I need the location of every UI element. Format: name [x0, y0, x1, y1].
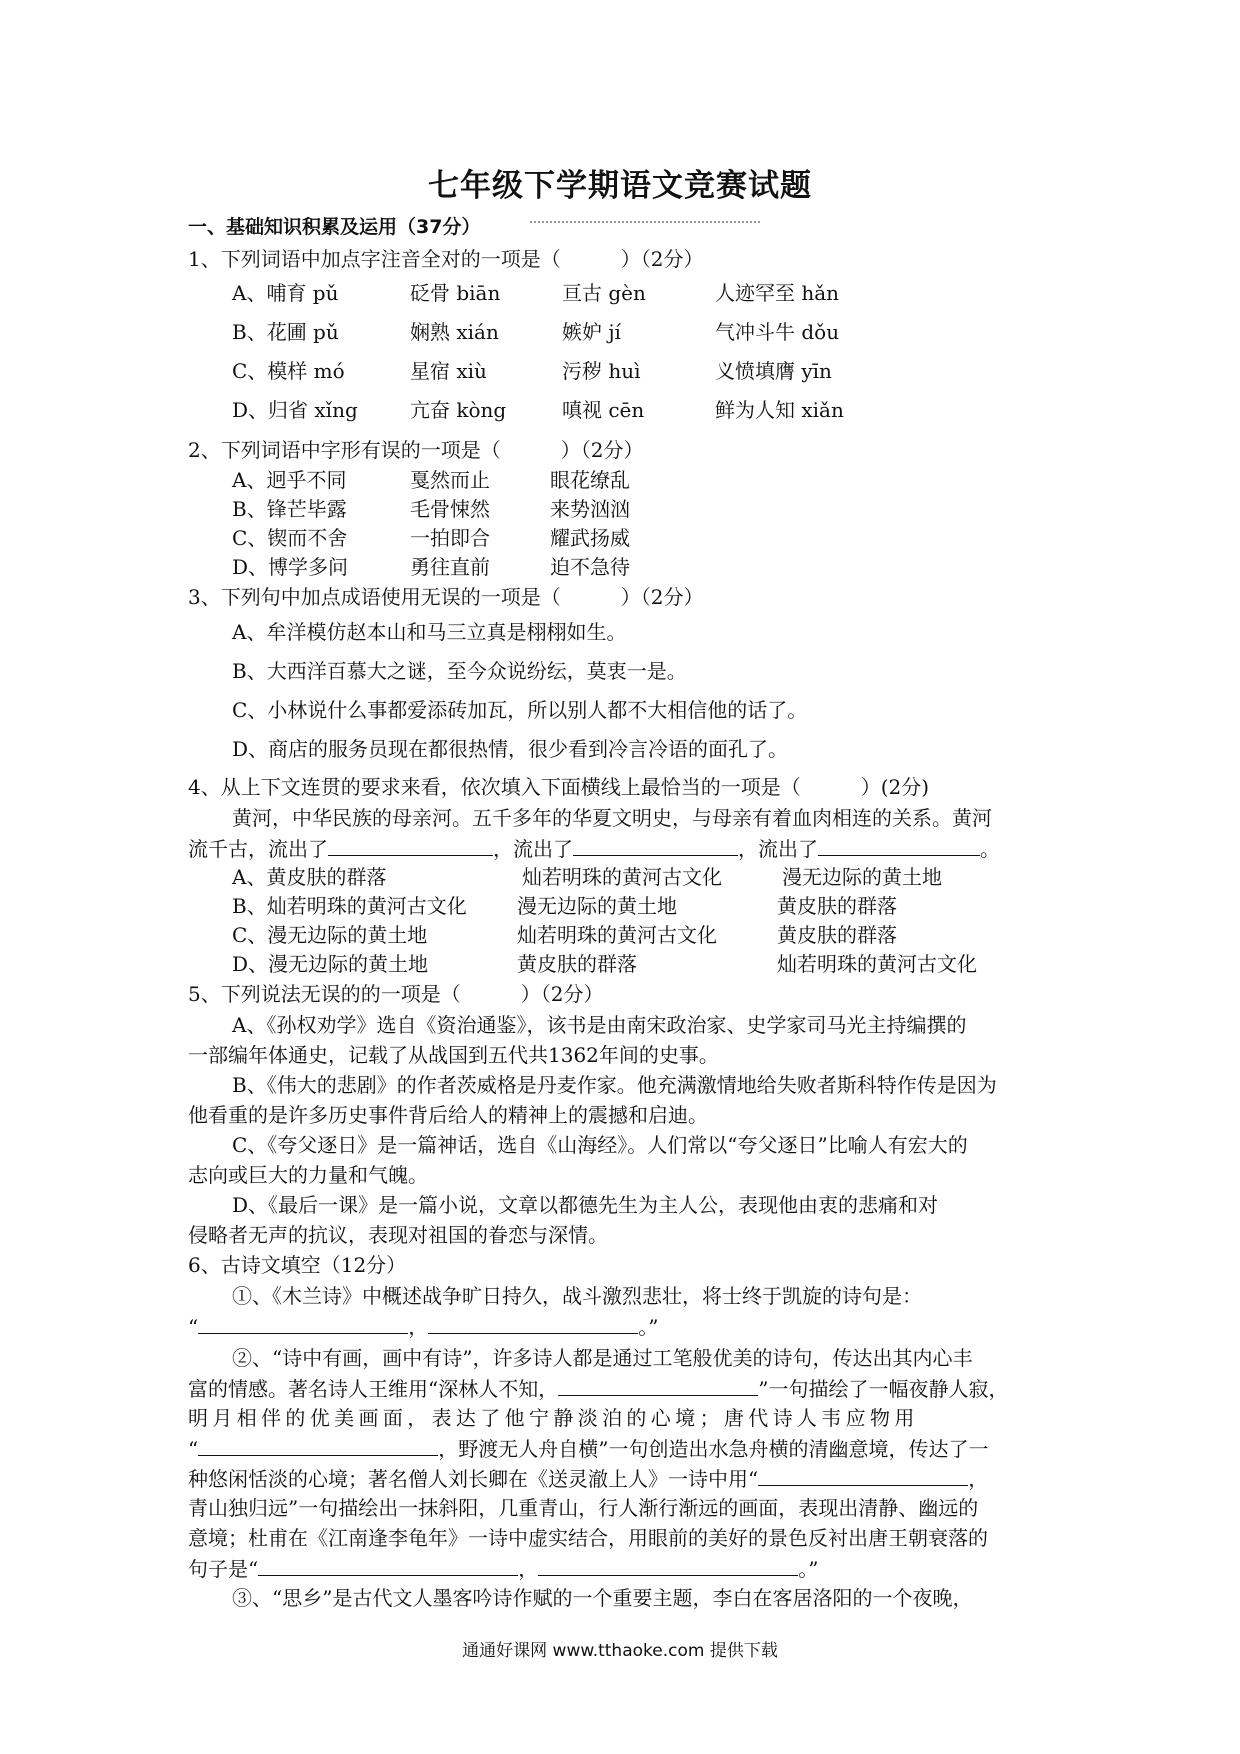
- q2-word: 来势汹汹: [550, 497, 630, 521]
- q6-line: ③、“思乡”是古代文人墨客吟诗作赋的一个重要主题，李白在客居洛阳的一个夜晚，: [232, 1586, 973, 1610]
- q1-option: D、归省 xǐng: [232, 398, 358, 422]
- q1-word: 人迹罕至 hǎn: [715, 281, 840, 305]
- q6-text: 。”: [798, 1557, 819, 1581]
- fill-blank[interactable]: [538, 1555, 798, 1576]
- q2-word: 戛然而止: [410, 468, 490, 492]
- fill-blank[interactable]: [428, 1313, 638, 1334]
- q3-option-d: D、商店的服务员现在都很热情，很少看到冷言冷语的面孔了。: [232, 737, 789, 761]
- q6-text: ”一句描绘了一幅夜静人寂，: [758, 1377, 1009, 1401]
- q2-word: 勇往直前: [410, 555, 490, 579]
- q1-word: 星宿 xiù: [410, 359, 487, 383]
- q6-blank-line: [188, 1465, 988, 1492]
- q2-word: 耀武扬威: [550, 526, 630, 550]
- q1-word: 污秽 huì: [562, 359, 641, 383]
- q6-text: ，: [408, 1315, 429, 1339]
- q1-word: 亢奋 kòng: [410, 398, 507, 422]
- q4-option: C、漫无边际的黄土地: [232, 923, 428, 947]
- q1-word: 义愤填膺 yīn: [715, 359, 832, 383]
- q6-text: ，野渡无人舟自横”一句创造出水急舟横的清幽意境，传达了一: [438, 1437, 989, 1461]
- fill-blank[interactable]: [758, 1465, 968, 1486]
- q5-line: 侵略者无声的抗议，表现对祖国的眷恋与深情。: [188, 1223, 608, 1247]
- q4-item: 黄皮肤的群落: [517, 952, 637, 976]
- q4-option: B、灿若明珠的黄河古文化: [232, 894, 467, 918]
- q6-line: ①、《木兰诗》中概述战争旷日持久，战斗激烈悲壮，将士终于凯旋的诗句是：: [232, 1284, 922, 1308]
- fill-blank[interactable]: [258, 1555, 518, 1576]
- q6-text: 种悠闲恬淡的心境；著名僧人刘长卿在《送灵澈上人》一诗中用“: [188, 1467, 759, 1491]
- q6-text: 富的情感。著名诗人王维用“深林人不知，: [188, 1377, 559, 1401]
- q2-word: 一拍即合: [410, 526, 490, 550]
- q4-item: 漫无边际的黄土地: [517, 894, 677, 918]
- q1-word: 气冲斗牛 dǒu: [715, 320, 840, 344]
- q2-option: C、锲而不舍: [232, 526, 348, 550]
- q6-text: ，: [968, 1467, 989, 1491]
- q4-item: 黄皮肤的群落: [777, 923, 897, 947]
- q4-text: ，流出了: [493, 837, 573, 861]
- q4-passage-blanks: [188, 835, 1000, 862]
- question-1-stem: 1、下列词语中加点字注音全对的一项是（ ）（2分）: [188, 247, 704, 271]
- q1-word: 砭骨 biān: [410, 281, 501, 305]
- q1-word: 娴熟 xián: [410, 320, 499, 344]
- q4-option: A、黄皮肤的群落: [232, 865, 387, 889]
- question-4-stem: 4、从上下文连贯的要求来看，依次填入下面横线上最恰当的一项是（ ）(2分): [188, 775, 930, 799]
- fill-blank[interactable]: [573, 835, 738, 856]
- fill-blank[interactable]: [198, 1435, 438, 1456]
- q4-item: 灿若明珠的黄河古文化: [517, 923, 717, 947]
- question-5-stem: 5、下列说法无误的的一项是（ ）（2分）: [188, 982, 604, 1006]
- q4-option: D、漫无边际的黄土地: [232, 952, 429, 976]
- q1-word: 鲜为人知 xiǎn: [715, 398, 844, 422]
- question-2-stem: 2、下列词语中字形有误的一项是（ ）（2分）: [188, 438, 644, 462]
- q2-option: A、迥乎不同: [232, 468, 347, 492]
- q3-option-c: C、小林说什么事都爱添砖加瓦，所以别人都不大相信他的话了。: [232, 698, 808, 722]
- q4-item: 黄皮肤的群落: [777, 894, 897, 918]
- q1-word: 嗔视 cēn: [562, 398, 645, 422]
- q6-blank-line: [188, 1555, 818, 1582]
- q6-text: “: [188, 1315, 199, 1339]
- q5-line: A、《孙权劝学》选自《资治通鉴》，该书是由南宋政治家、史学家司马光主持编撰的: [232, 1013, 967, 1037]
- q6-text: “: [188, 1437, 199, 1461]
- q6-text: ，: [518, 1557, 539, 1581]
- fill-blank[interactable]: [818, 835, 980, 856]
- q6-text: 。”: [638, 1315, 659, 1339]
- q4-text: 。: [980, 837, 1000, 861]
- q1-word: 亘古 gèn: [562, 281, 646, 305]
- q5-line: D、《最后一课》是一篇小说，文章以都德先生为主人公，表现他由衷的悲痛和对: [232, 1193, 939, 1217]
- q4-passage: 黄河，中华民族的母亲河。五千多年的华夏文明史，与母亲有着血肉相连的关系。黄河: [232, 806, 992, 830]
- q1-option: B、花圃 pǔ: [232, 320, 339, 344]
- fill-blank[interactable]: [558, 1375, 758, 1396]
- q1-word: 嫉妒 jí: [562, 320, 621, 344]
- q4-text: ，流出了: [738, 837, 818, 861]
- q2-word: 毛骨悚然: [410, 497, 490, 521]
- fill-blank[interactable]: [328, 835, 493, 856]
- q5-line: 一部编年体通史，记载了从战国到五代共1362年间的史事。: [188, 1043, 719, 1067]
- q4-item: 灿若明珠的黄河古文化: [522, 865, 722, 889]
- question-3-stem: 3、下列句中加点成语使用无误的一项是（ ）（2分）: [188, 585, 704, 609]
- fill-blank[interactable]: [198, 1313, 408, 1334]
- q4-item: 漫无边际的黄土地: [782, 865, 942, 889]
- q5-line: C、《夸父逐日》是一篇神话，选自《山海经》。人们常以“夸父逐日”比喻人有宏大的: [232, 1133, 968, 1157]
- q4-item: 灿若明珠的黄河古文化: [777, 952, 977, 976]
- section-heading: 一、基础知识积累及运用（37分）: [188, 216, 481, 238]
- q5-line: B、《伟大的悲剧》的作者茨威格是丹麦作家。他充满激情地给失败者斯科特作传是因为: [232, 1073, 997, 1097]
- q6-blank-line: [188, 1435, 988, 1462]
- q6-line: 明 月 相 伴 的 优 美 画 面 ， 表 达 了 他 宁 静 淡 泊 的 心 境 ； 唐 代 诗 人 韦 应 物 用: [188, 1406, 915, 1430]
- dotted-divider: [530, 221, 760, 223]
- page-title: 七年级下学期语文竞赛试题: [428, 168, 812, 204]
- q6-line: 意境；杜甫在《江南逢李龟年》一诗中虚实结合，用眼前的美好的景色反衬出唐王朝衰落的: [188, 1526, 988, 1550]
- q5-line: 他看重的是许多历史事件背后给人的精神上的震撼和启迪。: [188, 1103, 708, 1127]
- q2-option: D、博学多问: [232, 555, 349, 579]
- q6-blank-line: [188, 1313, 658, 1340]
- q5-line: 志向或巨大的力量和气魄。: [188, 1163, 428, 1187]
- question-6-stem: 6、古诗文填空（12分）: [188, 1253, 407, 1277]
- q6-text: 句子是“: [188, 1557, 259, 1581]
- q2-option: B、锋芒毕露: [232, 497, 347, 521]
- q6-blank-line: [188, 1375, 1008, 1402]
- q1-option: C、模样 mó: [232, 359, 345, 383]
- q6-line: ②、“诗中有画，画中有诗”，许多诗人都是通过工笔般优美的诗句，传达出其内心丰: [232, 1346, 973, 1370]
- q4-text: 流千古，流出了: [188, 837, 328, 861]
- q6-line: 青山独归远”一句描绘出一抹斜阳，几重青山，行人渐行渐远的画面，表现出清静、幽远的: [188, 1496, 979, 1520]
- page-footer: 通通好课网 www.tthaoke.com 提供下载: [462, 1641, 778, 1661]
- q3-option-a: A、牟洋模仿赵本山和马三立真是栩栩如生。: [232, 620, 627, 644]
- q1-option: A、哺育 pǔ: [232, 281, 339, 305]
- q2-word: 迫不急待: [550, 555, 630, 579]
- q2-word: 眼花缭乱: [550, 468, 630, 492]
- q3-option-b: B、大西洋百慕大之谜，至今众说纷纭，莫衷一是。: [232, 659, 687, 683]
